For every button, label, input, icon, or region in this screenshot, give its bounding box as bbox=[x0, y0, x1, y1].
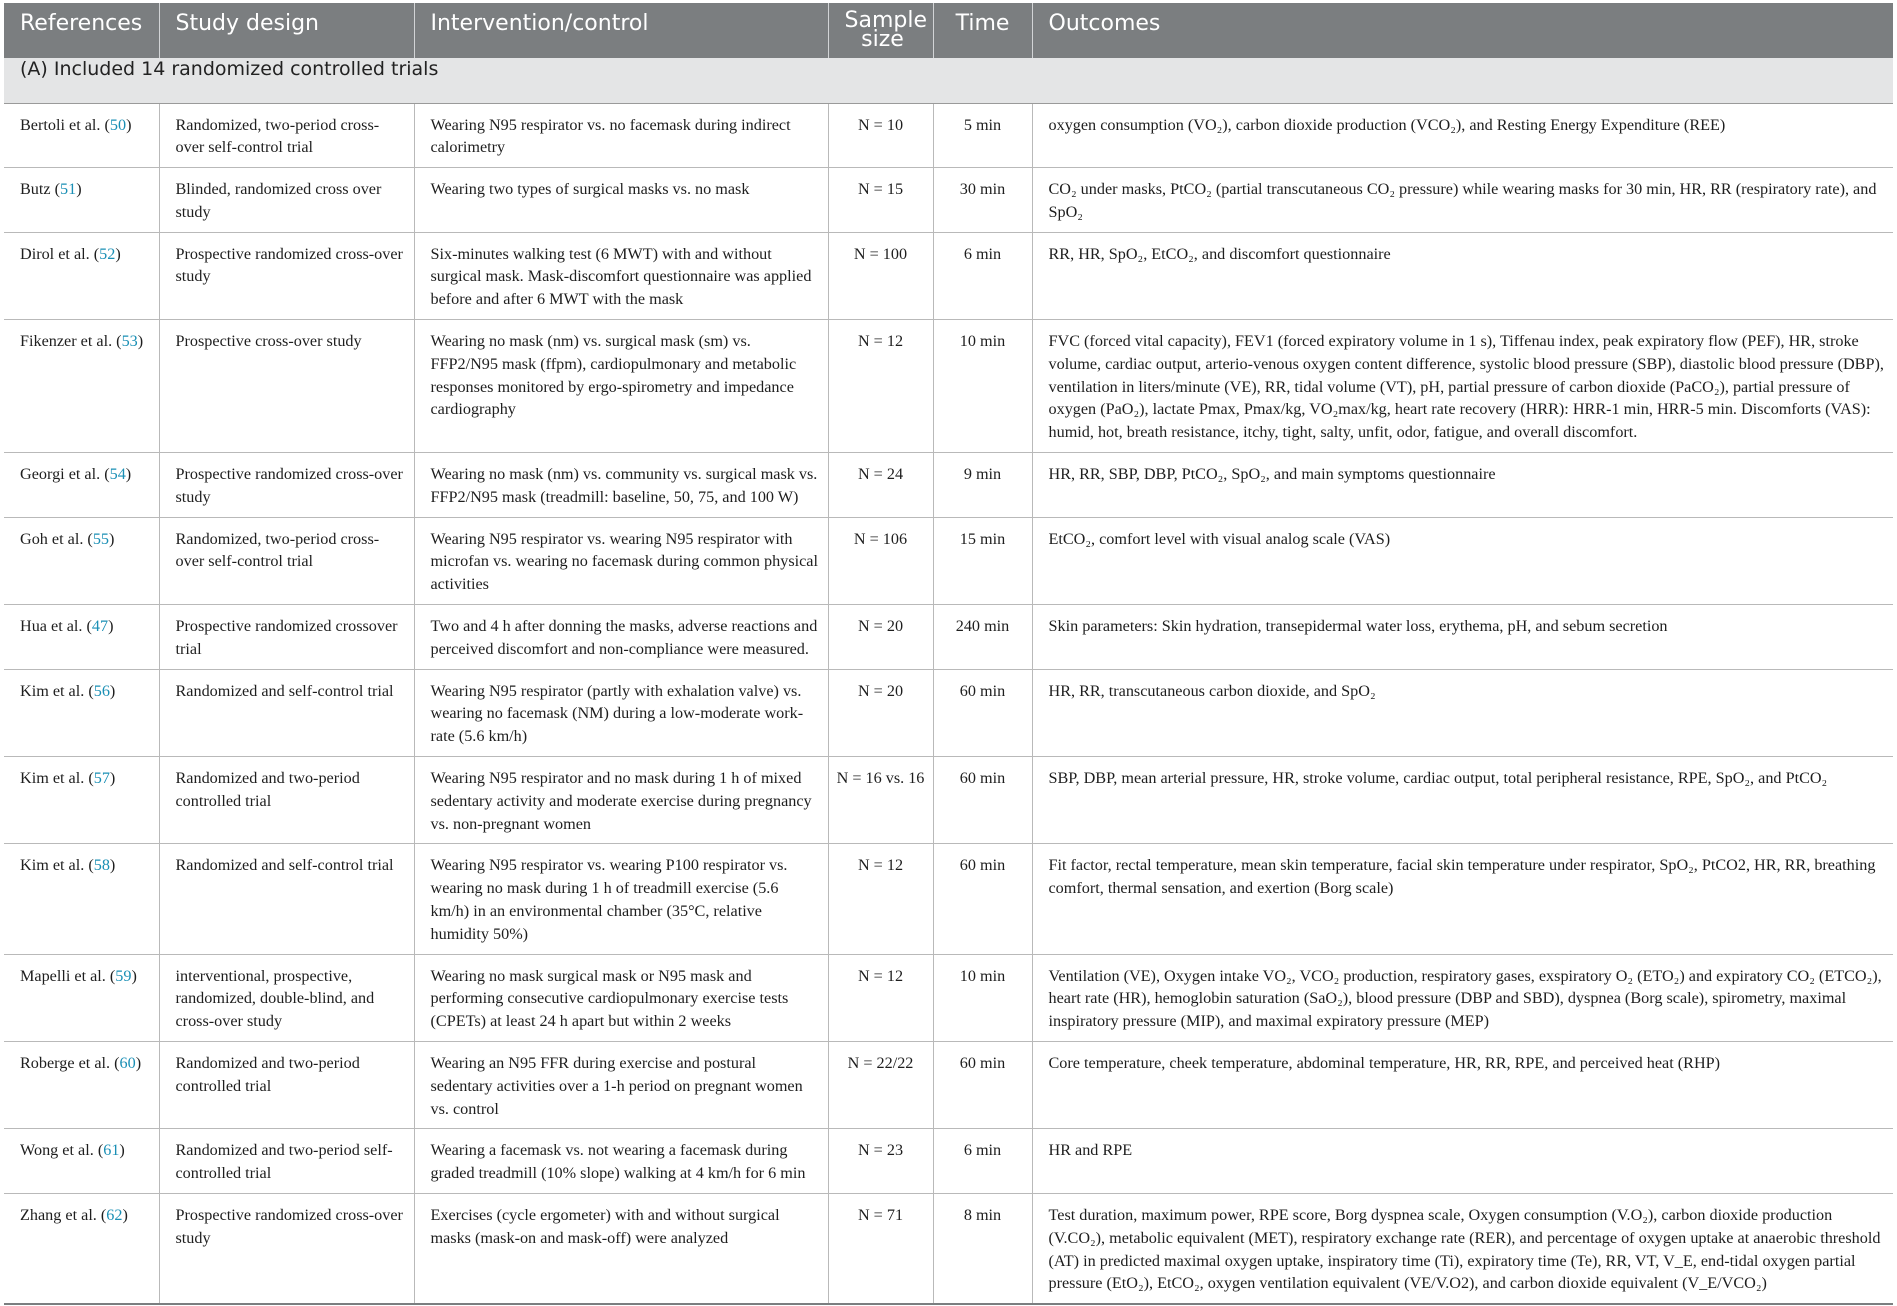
column-header-outcomes: Outcomes bbox=[1032, 3, 1893, 58]
intervention-cell: Six-minutes walking test (6 MWT) with and without surgical mask. Mask-discomfort questionnaire was applied before and after 6 MWT with the mask bbox=[414, 232, 828, 319]
sample-size-cell: N = 71 bbox=[828, 1193, 933, 1304]
table-row bbox=[4, 453, 1893, 518]
author-text: Wong et al. ( bbox=[20, 1141, 104, 1160]
author-close: ) bbox=[125, 465, 132, 484]
intervention-cell: Wearing N95 respirator vs. wearing P100 respirator vs. wearing no mask during 1 h of treadmill exercise (5.6 km/h) in an environmental chamber (35°C, relative humidity 50%) bbox=[414, 844, 828, 954]
study-design-cell: Randomized and self-control trial bbox=[159, 669, 414, 756]
sample-size-cell: N = 20 bbox=[828, 669, 933, 756]
author-close: ) bbox=[122, 1205, 128, 1224]
table-row bbox=[4, 605, 1893, 670]
reference-link[interactable]: 60 bbox=[119, 1054, 136, 1072]
time-cell: 10 min bbox=[933, 320, 1032, 453]
table-row bbox=[4, 320, 1893, 453]
time-cell: 30 min bbox=[933, 168, 1032, 233]
intervention-cell: Wearing N95 respirator and no mask during 1 h of mixed sedentary activity and moderate exercise during pregnancy vs. non-pregnant women bbox=[414, 757, 828, 844]
intervention-cell: Wearing an N95 FFR during exercise and postural sedentary activities over a 1-h period on pregnant women vs. control bbox=[414, 1042, 828, 1129]
author-text: Goh et al. ( bbox=[20, 529, 93, 548]
column-header-references: References bbox=[4, 3, 159, 58]
outcomes-cell: SBP, DBP, mean arterial pressure, HR, stroke volume, cardiac output, total peripheral resistance, RPE, SpO₂, and PtCO₂ bbox=[1032, 757, 1893, 844]
time-cell: 8 min bbox=[933, 1193, 1032, 1304]
author-close: ) bbox=[76, 180, 82, 199]
author-text: Kim et al. ( bbox=[20, 769, 94, 788]
reference-link[interactable]: 51 bbox=[60, 180, 77, 199]
study-design-cell: Blinded, randomized cross over study bbox=[159, 168, 414, 233]
study-design-cell: Randomized, two-period cross-over self-control trial bbox=[159, 517, 414, 604]
time-cell: 240 min bbox=[933, 605, 1032, 670]
reference-link[interactable]: 50 bbox=[109, 115, 127, 134]
sample-size-cell: N = 12 bbox=[828, 954, 933, 1041]
column-header-sample-size: Sample size bbox=[828, 3, 933, 58]
section-label: (A) Included 14 randomized controlled trials bbox=[4, 58, 1893, 103]
author-close: ) bbox=[135, 1054, 142, 1072]
outcomes-cell: RR, HR, SpO₂, EtCO₂, and discomfort questionnaire bbox=[1032, 232, 1893, 319]
author-close: ) bbox=[109, 769, 116, 788]
author-close: ) bbox=[131, 966, 137, 985]
table-row bbox=[4, 1193, 1893, 1304]
reference-link[interactable]: 52 bbox=[99, 244, 116, 263]
outcomes-cell: HR, RR, SBP, DBP, PtCO₂, SpO₂, and main symptoms questionnaire bbox=[1032, 453, 1893, 518]
author-text: Hua et al. ( bbox=[20, 617, 92, 636]
reference-cell bbox=[4, 320, 159, 453]
author-close: ) bbox=[109, 529, 115, 548]
outcomes-cell: Ventilation (VE), Oxygen intake VO₂, VCO₂ production, respiratory gases, exspiratory O₂ (ETO₂) and expiratory CO₂ (ETCO₂), heart rate (HR), hemoglobin saturation (SaO₂), blood pressure (DBP and SBD), dyspnea (Borg scale), spirometry, maximal inspiratory pressure (MIP), and maximal expiratory pressure (MEP) bbox=[1032, 954, 1893, 1041]
header-row bbox=[4, 3, 1893, 58]
reference-link[interactable]: 57 bbox=[93, 769, 110, 788]
author-text: Kim et al. ( bbox=[20, 681, 94, 700]
intervention-cell: Wearing no mask (nm) vs. surgical mask (sm) vs. FFP2/N95 mask (ffpm), cardiopulmonary and metabolic responses monitored by ergo-spirometry and impedance cardiography bbox=[414, 320, 828, 453]
intervention-cell: Wearing N95 respirator (partly with exhalation valve) vs. wearing no facemask (NM) during a low-moderate work-rate (5.6 km/h) bbox=[414, 669, 828, 756]
author-close: ) bbox=[115, 244, 121, 263]
sample-size-cell: N = 106 bbox=[828, 517, 933, 604]
outcomes-cell: Core temperature, cheek temperature, abdominal temperature, HR, RR, RPE, and perceived heat (RHP) bbox=[1032, 1042, 1893, 1129]
column-header-intervention: Intervention/control bbox=[414, 3, 828, 58]
author-text: Zhang et al. ( bbox=[20, 1205, 107, 1224]
outcomes-cell: FVC (forced vital capacity), FEV1 (forced expiratory volume in 1 s), Tiffenau index, peak expiratory flow (PEF), HR, stroke volume, cardiac output, arterio-venous oxygen content difference, systolic blood pressure (SBP), diastolic blood pressure (DBP), ventilation in liters/minute (VE), RR, tidal volume (VT), pH, partial pressure of carbon dioxide (PaCO₂), partial pressure of oxygen (PaO₂), lactate Pmax, Pmax/kg, VO₂max/kg, heart rate recovery (HRR): HRR-1 min, HRR-5 min. Discomforts (VAS): humid, hot, breath resistance, itchy, tight, salty, unfit, odor, fatigue, and overall discomfort. bbox=[1032, 320, 1893, 453]
time-cell: 60 min bbox=[933, 669, 1032, 756]
author-text: Bertoli et al. ( bbox=[20, 115, 110, 134]
table-row bbox=[4, 1129, 1893, 1194]
reference-cell bbox=[4, 844, 159, 954]
sample-size-cell: N = 100 bbox=[828, 232, 933, 319]
time-cell: 5 min bbox=[933, 103, 1032, 168]
study-design-cell: Randomized and two-period controlled trial bbox=[159, 757, 414, 844]
time-cell: 10 min bbox=[933, 954, 1032, 1041]
time-cell: 60 min bbox=[933, 1042, 1032, 1129]
outcomes-cell: EtCO₂, comfort level with visual analog scale (VAS) bbox=[1032, 517, 1893, 604]
sample-size-cell: N = 12 bbox=[828, 320, 933, 453]
sample-size-cell: N = 10 bbox=[828, 103, 933, 168]
author-close: ) bbox=[137, 332, 144, 351]
table-row bbox=[4, 954, 1893, 1041]
column-header-study-design: Study design bbox=[159, 3, 414, 58]
intervention-cell: Wearing no mask surgical mask or N95 mask and performing consecutive cardiopulmonary exercise tests (CPETs) at least 24 h apart but within 2 weeks bbox=[414, 954, 828, 1041]
time-cell: 60 min bbox=[933, 757, 1032, 844]
table-row bbox=[4, 669, 1893, 756]
table-row bbox=[4, 844, 1893, 954]
reference-cell bbox=[4, 453, 159, 518]
reference-link[interactable]: 53 bbox=[121, 332, 138, 351]
study-design-cell: Prospective randomized crossover trial bbox=[159, 605, 414, 670]
sample-size-cell: N = 15 bbox=[828, 168, 933, 233]
intervention-cell: Wearing two types of surgical masks vs. no mask bbox=[414, 168, 828, 233]
author-close: ) bbox=[108, 617, 114, 636]
author-close: ) bbox=[126, 115, 132, 134]
table-row bbox=[4, 757, 1893, 844]
intervention-cell: Exercises (cycle ergometer) with and without surgical masks (mask-on and mask-off) were analyzed bbox=[414, 1193, 828, 1304]
sample-size-cell: N = 23 bbox=[828, 1129, 933, 1194]
time-cell: 6 min bbox=[933, 232, 1032, 319]
intervention-cell: Wearing N95 respirator vs. wearing N95 respirator with microfan vs. wearing no facemask during common physical activities bbox=[414, 517, 828, 604]
author-text: Roberge et al. ( bbox=[20, 1054, 120, 1072]
author-text: Fikenzer et al. ( bbox=[20, 332, 122, 351]
sample-size-cell: N = 20 bbox=[828, 605, 933, 670]
reference-cell bbox=[4, 757, 159, 844]
reference-cell bbox=[4, 1129, 159, 1194]
outcomes-cell: CO₂ under masks, PtCO₂ (partial transcutaneous CO₂ pressure) while wearing masks for 30 min, HR, RR (respiratory rate), and SpO₂ bbox=[1032, 168, 1893, 233]
study-design-cell: Randomized and two-period controlled trial bbox=[159, 1042, 414, 1129]
author-text: Dirol et al. ( bbox=[20, 244, 100, 263]
time-cell: 6 min bbox=[933, 1129, 1032, 1194]
table-row bbox=[4, 103, 1893, 168]
table-row bbox=[4, 232, 1893, 319]
column-header-time: Time bbox=[933, 3, 1032, 58]
author-text: Butz ( bbox=[20, 180, 61, 199]
studies-table bbox=[4, 3, 1893, 1305]
intervention-cell: Wearing no mask (nm) vs. community vs. surgical mask vs. FFP2/N95 mask (treadmill: baseline, 50, 75, and 100 W) bbox=[414, 453, 828, 518]
reference-cell bbox=[4, 168, 159, 233]
reference-cell bbox=[4, 103, 159, 168]
time-cell: 9 min bbox=[933, 453, 1032, 518]
reference-cell bbox=[4, 954, 159, 1041]
time-cell: 15 min bbox=[933, 517, 1032, 604]
intervention-cell: Wearing N95 respirator vs. no facemask during indirect calorimetry bbox=[414, 103, 828, 168]
reference-link[interactable]: 54 bbox=[109, 465, 126, 484]
reference-link[interactable]: 61 bbox=[103, 1141, 120, 1160]
table-row bbox=[4, 517, 1893, 604]
reference-link[interactable]: 55 bbox=[92, 529, 110, 548]
sample-size-cell: N = 16 vs. 16 bbox=[828, 757, 933, 844]
outcomes-cell: Test duration, maximum power, RPE score, Borg dyspnea scale, Oxygen consumption (V.O₂), carbon dioxide production (V.CO₂), metabolic equivalent (MET), respiratory exchange rate (RER), and percentage of oxygen uptake at anaerobic threshold (AT) in predicted maximal oxygen uptake, inspiratory time (Ti), expiratory time (Te), RR, VT, V_E, end-tidal oxygen partial pressure (EtO₂), EtCO₂, oxygen ventilation equivalent (VE/V.O2), and carbon dioxide equivalent (V_E/VCO₂) bbox=[1032, 1193, 1893, 1304]
sample-size-cell: N = 22/22 bbox=[828, 1042, 933, 1129]
outcomes-cell: Fit factor, rectal temperature, mean skin temperature, facial skin temperature under respirator, SpO₂, PtCO2, HR, RR, breathing comfort, thermal sensation, and exertion (Borg scale) bbox=[1032, 844, 1893, 954]
intervention-cell: Wearing a facemask vs. not wearing a facemask during graded treadmill (10% slope) walking at 4 km/h for 6 min bbox=[414, 1129, 828, 1194]
reference-cell bbox=[4, 232, 159, 319]
study-design-cell: Prospective randomized cross-over study bbox=[159, 232, 414, 319]
table-row bbox=[4, 168, 1893, 233]
outcomes-cell: oxygen consumption (VO₂), carbon dioxide production (VCO₂), and Resting Energy Expenditure (REE) bbox=[1032, 103, 1893, 168]
study-design-cell: Prospective randomized cross-over study bbox=[159, 453, 414, 518]
author-close: ) bbox=[109, 856, 116, 875]
reference-cell bbox=[4, 1042, 159, 1129]
intervention-cell: Two and 4 h after donning the masks, adverse reactions and perceived discomfort and non-compliance were measured. bbox=[414, 605, 828, 670]
study-design-cell: Randomized, two-period cross-over self-control trial bbox=[159, 103, 414, 168]
study-design-cell: interventional, prospective, randomized, double-blind, and cross-over study bbox=[159, 954, 414, 1041]
reference-cell bbox=[4, 517, 159, 604]
study-design-cell: Randomized and self-control trial bbox=[159, 844, 414, 954]
reference-link[interactable]: 56 bbox=[93, 681, 110, 700]
study-design-cell: Randomized and two-period self-controlled trial bbox=[159, 1129, 414, 1194]
time-cell: 60 min bbox=[933, 844, 1032, 954]
reference-link[interactable]: 58 bbox=[93, 856, 110, 875]
author-text: Kim et al. ( bbox=[20, 856, 94, 875]
reference-cell bbox=[4, 605, 159, 670]
section-row bbox=[4, 58, 1893, 103]
reference-link[interactable]: 59 bbox=[115, 966, 132, 985]
reference-cell bbox=[4, 1193, 159, 1304]
sample-size-cell: N = 12 bbox=[828, 844, 933, 954]
reference-link[interactable]: 62 bbox=[106, 1205, 123, 1224]
study-design-cell: Prospective cross-over study bbox=[159, 320, 414, 453]
reference-link[interactable]: 47 bbox=[91, 617, 109, 636]
author-text: Mapelli et al. ( bbox=[20, 966, 116, 985]
author-close: ) bbox=[109, 681, 116, 700]
author-text: Georgi et al. ( bbox=[20, 465, 110, 484]
outcomes-cell: HR, RR, transcutaneous carbon dioxide, and SpO₂ bbox=[1032, 669, 1893, 756]
outcomes-cell: Skin parameters: Skin hydration, transepidermal water loss, erythema, pH, and sebum secretion bbox=[1032, 605, 1893, 670]
author-close: ) bbox=[119, 1141, 125, 1160]
study-design-cell: Prospective randomized cross-over study bbox=[159, 1193, 414, 1304]
sample-size-cell: N = 24 bbox=[828, 453, 933, 518]
reference-cell bbox=[4, 669, 159, 756]
table-row bbox=[4, 1042, 1893, 1129]
outcomes-cell: HR and RPE bbox=[1032, 1129, 1893, 1194]
